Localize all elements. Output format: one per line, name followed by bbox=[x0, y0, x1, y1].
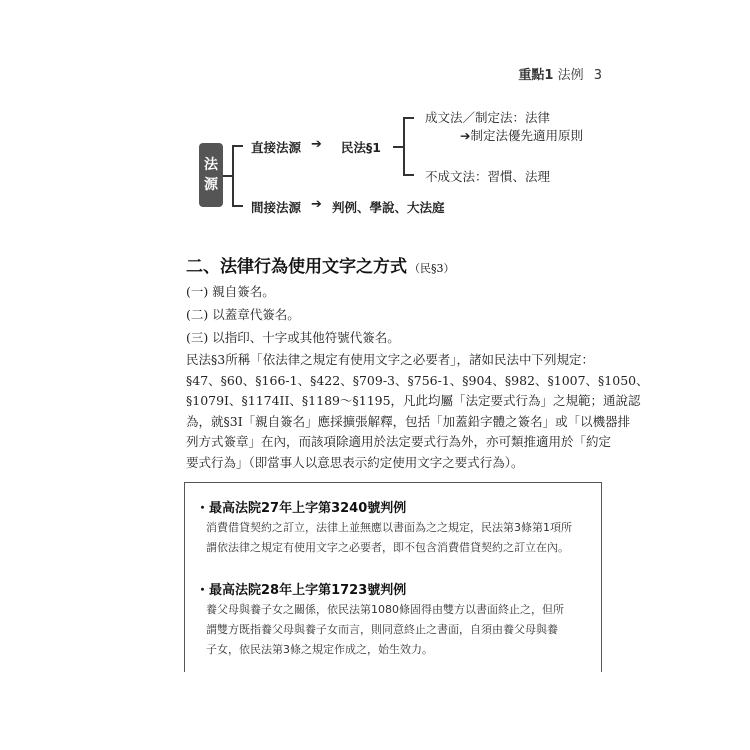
list-item: (一) 親自簽名。 bbox=[186, 284, 275, 299]
section-title bbox=[186, 252, 455, 277]
source-label-char-2: 源 bbox=[204, 177, 218, 193]
paragraph-line: 民法§3所稱「依法律之規定有使用文字之必要者」，諸如民法中下列規定： bbox=[186, 352, 594, 367]
case-line: 養父母與養子女之關係，依民法第1080條固得由雙方以書面終止之，但所 bbox=[206, 603, 564, 616]
body-paragraph bbox=[186, 350, 649, 473]
arrow-icon: ➔ bbox=[311, 137, 322, 152]
section-label: 法例 bbox=[557, 68, 584, 83]
case-line: 子女，依民法第3條之規定作成之，始生效力。 bbox=[206, 643, 433, 656]
written-law-label: 成文法／制定法：法律 bbox=[425, 110, 551, 125]
indirect-source-label: 間接法源 bbox=[251, 200, 302, 215]
case-body bbox=[206, 600, 564, 660]
case-body bbox=[206, 518, 572, 558]
case-title: ・最高法院27年上字第3240號判例 bbox=[196, 501, 407, 516]
paragraph-line: §1079I、§1174II、§1189～§1195，凡此均屬「法定要式行為」之規範；通說認 bbox=[186, 393, 641, 408]
bracket-bottom-arm bbox=[232, 205, 243, 207]
right-bracket-vertical bbox=[403, 117, 405, 175]
right-bracket-bottom-arm bbox=[403, 174, 414, 176]
civil-code-label: 民法§1 bbox=[341, 140, 381, 155]
page-number: 3 bbox=[593, 68, 602, 83]
unwritten-law-label: 不成文法：習慣、法理 bbox=[425, 169, 551, 184]
bracket-vertical bbox=[232, 145, 234, 206]
section-title-text: 二、法律行為使用文字之方式 bbox=[186, 257, 407, 277]
case-line: 消費借貸契約之訂立，法律上並無應以書面為之之規定，民法第3條第1項所 bbox=[206, 521, 572, 534]
case-line: 謂雙方既指養父母與養子女而言，則同意終止之書面，自須由養父母與養 bbox=[206, 623, 558, 636]
section-ref: （民§3） bbox=[409, 262, 455, 275]
list-item: (三) 以指印、十字或其他符號代簽名。 bbox=[186, 330, 400, 345]
case-title: ・最高法院28年上字第1723號判例 bbox=[196, 583, 407, 598]
legal-source-box bbox=[199, 143, 223, 207]
paragraph-line: 列方式簽章」在內，而該項除適用於法定要式行為外，亦可類推適用於「約定 bbox=[186, 434, 612, 449]
bracket-top-arm bbox=[232, 145, 243, 147]
arrow-icon: ➔ bbox=[311, 197, 322, 212]
chapter-label: 重點1 bbox=[518, 68, 554, 83]
page-header bbox=[480, 64, 602, 83]
right-bracket-stem bbox=[393, 146, 403, 148]
paragraph-line: §47、§60、§166-1、§422、§709-3、§756-1、§904、§982、§1007、§1050、 bbox=[186, 372, 649, 388]
paragraph-line: 要式行為」（即當事人以意思表示約定使用文字之要式行為）。 bbox=[186, 454, 524, 470]
paragraph-line: 為，就§3I「親自簽名」應採擴張解釋，包括「加蓋鉛字體之簽名」或「以機器排 bbox=[186, 413, 631, 429]
direct-source-label: 直接法源 bbox=[251, 140, 302, 155]
bracket-stem bbox=[223, 175, 232, 177]
written-law-note: ➔制定法優先適用原則 bbox=[460, 128, 583, 143]
indirect-result-label: 判例、學說、大法庭 bbox=[332, 200, 445, 215]
list-item: (二) 以蓋章代簽名。 bbox=[186, 307, 300, 322]
case-line: 謂依法律之規定有使用文字之必要者，即不包含消費借貸契約之訂立在內。 bbox=[206, 541, 569, 554]
right-bracket-top-arm bbox=[403, 117, 414, 119]
source-label-char-1: 法 bbox=[204, 157, 218, 173]
